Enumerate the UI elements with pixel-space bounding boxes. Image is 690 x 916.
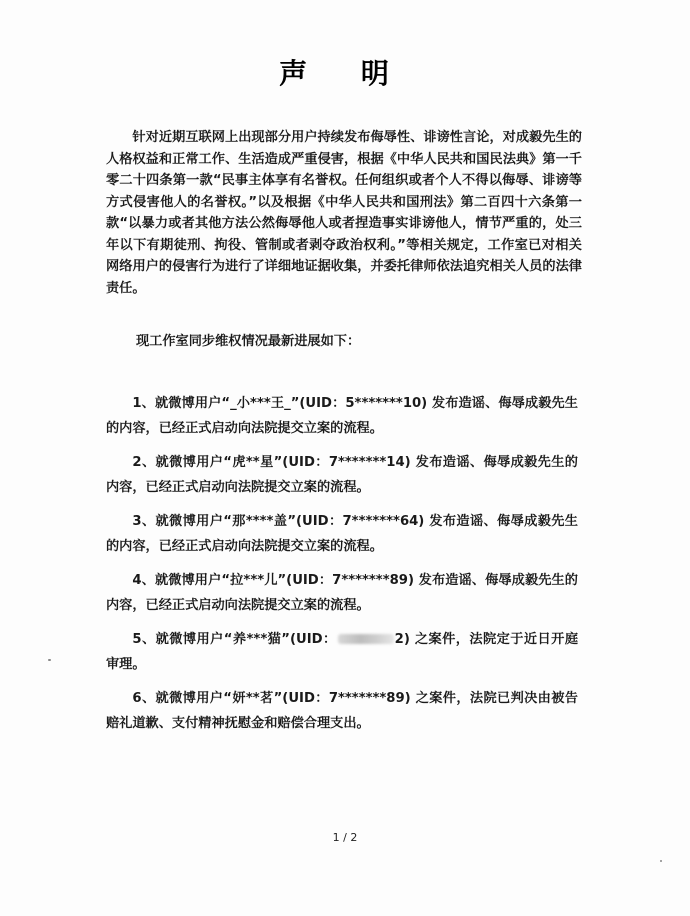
progress-heading: 现工作室同步维权情况最新进展如下： — [136, 334, 361, 349]
redacted-uid-mask — [338, 634, 394, 644]
progress-item-4: 4、就微博用户“拉***儿”(UID：7*******89) 发布造谣、侮辱成毅先生的内容，已经正式启动向法院提交立案的流程。 — [106, 573, 578, 613]
progress-item-6: 6、就微博用户“妍**茗”(UID：7*******89) 之案件，法院已判决由被告赔礼道歉、支付精神抚慰金和赔偿合理支出。 — [106, 691, 578, 731]
document-title: 声 明 — [279, 57, 411, 90]
progress-item-1: 1、就微博用户“_小***王_”(UID：5*******10) 发布造谣、侮辱成毅先生的内容，已经正式启动向法院提交立案的流程。 — [106, 396, 578, 436]
progress-item-5-text-before: 5、就微博用户“养***猫”(UID： — [132, 632, 337, 647]
progress-item-3: 3、就微博用户“那****盖”(UID：7*******64) 发布造谣、侮辱成毅先生的内容，已经正式启动向法院提交立案的流程。 — [106, 514, 578, 554]
page-number: 1 / 2 — [332, 831, 358, 844]
progress-item-2: 2、就微博用户“虎**星”(UID：7*******14) 发布造谣、侮辱成毅先生的内容，已经正式启动向法院提交立案的流程。 — [106, 455, 578, 495]
progress-item-5-text-after: 2) 之案件，法院定于近日开庭审理。 — [106, 632, 579, 672]
scan-speck — [48, 659, 51, 661]
progress-item-5 — [106, 628, 578, 677]
progress-list — [106, 392, 578, 746]
scan-speck — [660, 860, 662, 862]
intro-paragraph: 针对近期互联网上出现部分用户持续发布侮辱性、诽谤性言论，对成毅先生的人格权益和正常工作、生活造成严重侵害，根据《中华人民共和国民法典》第一千零二十四条第一款“民事主体享有名誉权。任何组织或者个人不得以侮辱、诽谤等方式侵害他人的名誉权。”以及根据《中华人民共和国刑法》第二百四十六条第一款“以暴力或者其他方法公然侮辱他人或者捏造事实诽谤他人，情节严重的，处三年以下有期徒刑、拘役、管制或者剥夺政治权利。”等相关规定，工作室已对相关网络用户的侵害行为进行了详细地证据收集，并委托律师依法追究相关人员的法律责任。 — [106, 130, 582, 296]
